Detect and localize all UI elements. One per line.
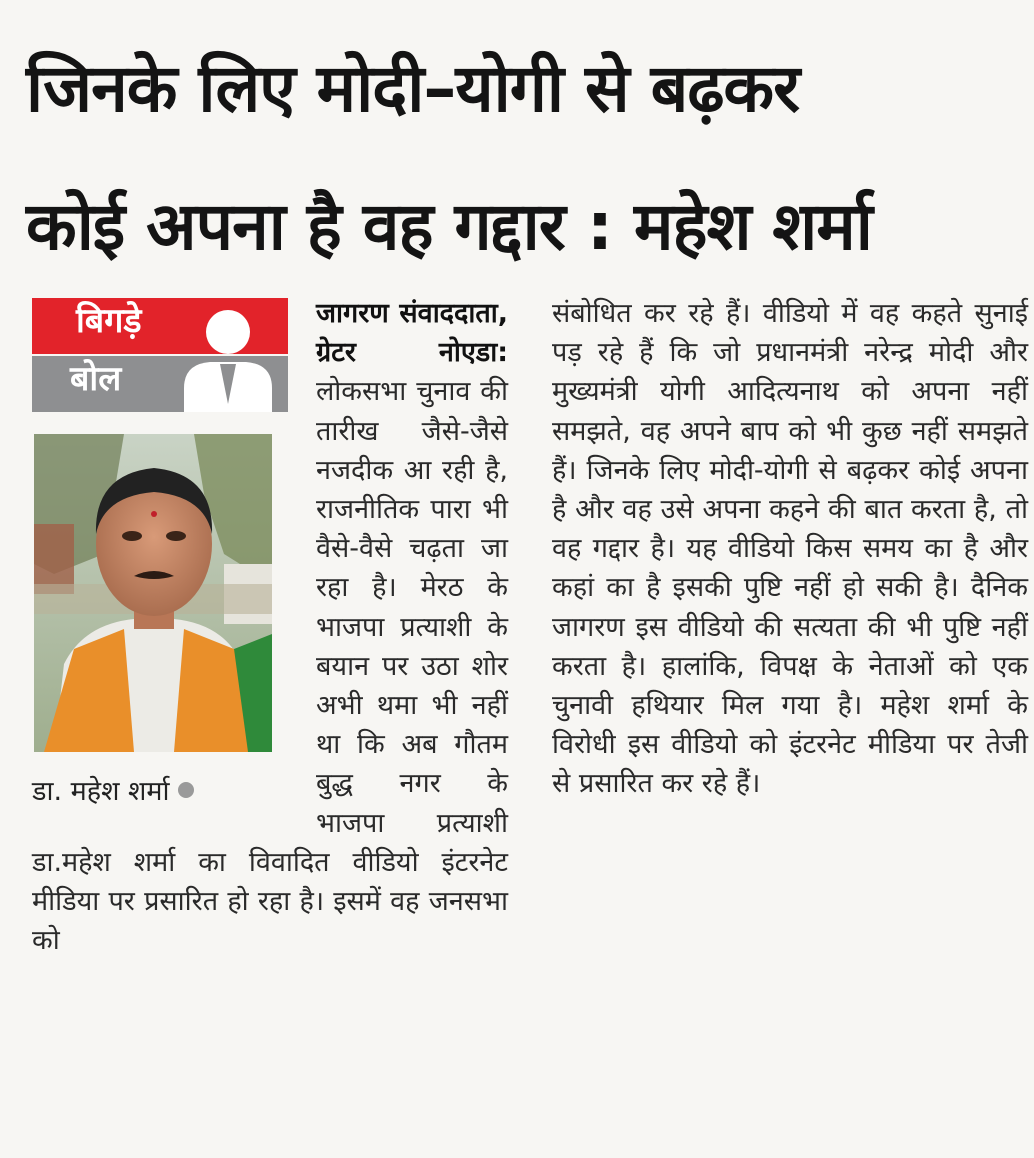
article-text-left: लोकसभा चुनाव की तारीख जैसे-जैसे नजदीक आ रही है, राजनीतिक पारा भी वैसे-वैसे चढ़ता जा रहा है। मेरठ के भाजपा प्रत्याशी के बयान पर उठा शोर अभी थमा भी नहीं था कि अब गौतम बुद्ध नगर के भाजपा प्रत्याशी डा.महेश शर्मा का विवादित वीडियो इंटरनेट मीडिया पर प्रसारित हो रहा है। इसमें वह जनसभा को xyxy=(32,376,508,957)
portrait-photo xyxy=(34,434,272,752)
bigde-bol-badge xyxy=(32,298,288,414)
sidebar-block xyxy=(32,294,312,842)
photo-caption: डा. महेश शर्मा xyxy=(32,772,194,811)
headline-line-2: कोई अपना है वह गद्दार : महेश शर्मा xyxy=(26,188,872,265)
article-column-right: संबोधित कर रहे हैं। वीडियो में वह कहते सुनाई पड़ रहे हैं कि जो प्रधानमंत्री नरेन्द्र मोदी और मुख्यमंत्री योगी आदित्यनाथ को अपना नहीं समझते, वह अपने बाप को भी कुछ नहीं समझते हैं। जिनके लिए मोदी-योगी से बढ़कर कोई अपना है और वह उसे अपना कहने की बात करता है, तो वह गद्दार है। यह वीडियो किस समय का है और कहां का है इसकी पुष्टि नहीं हो सकी है। दैनिक जागरण इस वीडियो की सत्यता की भी पुष्टि नहीं करता है। हालांकि, विपक्ष के नेताओं को एक चुनावी हथियार मिल गया है। महेश शर्मा के विरोधी इस वीडियो को इंटरनेट मीडिया पर तेजी से प्रसारित कर रहे हैं। xyxy=(552,298,1028,800)
person-silhouette-icon xyxy=(180,308,276,412)
badge-label-bottom: बोल xyxy=(70,359,122,399)
headline xyxy=(26,20,1016,296)
headline-line-1: जिनके लिए मोदी–योगी से बढ़कर xyxy=(26,50,800,127)
bullet-dot-icon xyxy=(178,782,194,798)
badge-label-top: बिगड़े xyxy=(76,301,142,341)
article-column-left xyxy=(32,294,508,960)
article-dateline: जागरण संवाददाता, ग्रेटर नोएडा: xyxy=(316,298,508,369)
